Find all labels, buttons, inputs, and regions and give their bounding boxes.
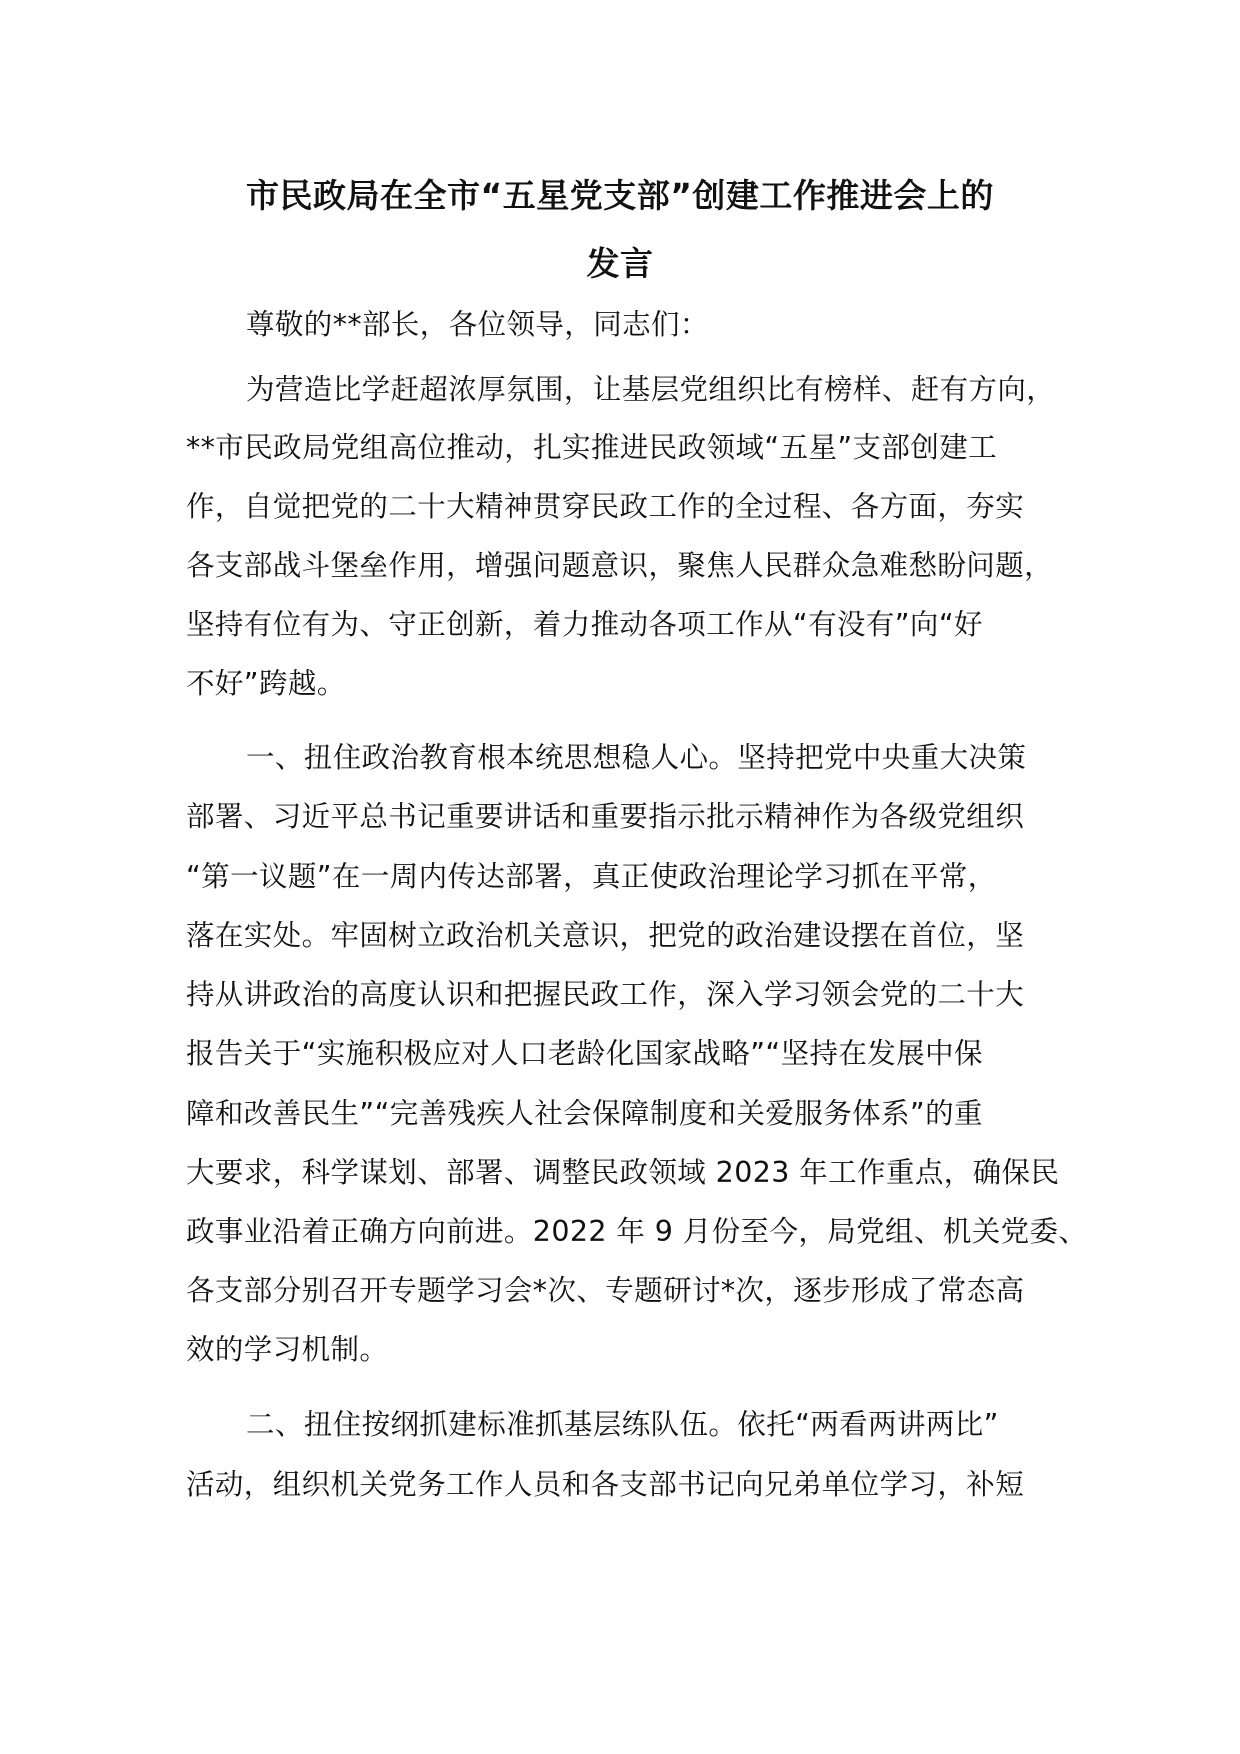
paragraph-line: 报告关于“实施积极应对人口老龄化国家战略”“坚持在发展中保 [186, 1037, 983, 1070]
paragraph-line: 持从讲政治的高度认识和把握民政工作，深入学习领会党的二十大 [186, 978, 1025, 1011]
paragraph-line: 为营造比学赶超浓厚氛围，让基层党组织比有榜样、赶有方向， [246, 373, 1056, 406]
salutation-line: 尊敬的**部长，各位领导，同志们： [246, 308, 709, 341]
paragraph-line: “第一议题”在一周内传达部署，真正使政治理论学习抓在平常， [186, 860, 997, 893]
document-title-line-1: 市民政局在全市“五星党支部”创建工作推进会上的 [246, 176, 994, 215]
paragraph-line: 部署、习近平总书记重要讲话和重要指示批示精神作为各级党组织 [186, 800, 1025, 833]
paragraph-line: 大要求，科学谋划、部署、调整民政领域 2023 年工作重点，确保民 [186, 1156, 1060, 1189]
paragraph-line: 落在实处。牢固树立政治机关意识，把党的政治建设摆在首位，坚 [186, 919, 1025, 952]
paragraph-line: 效的学习机制。 [186, 1333, 389, 1366]
section-heading-line: 一、扭住政治教育根本统思想稳人心。坚持把党中央重大决策 [246, 741, 1027, 774]
paragraph-line: 活动，组织机关党务工作人员和各支部书记向兄弟单位学习，补短 [186, 1468, 1025, 1501]
paragraph-line: 障和改善民生”“完善残疾人社会保障制度和关爱服务体系”的重 [186, 1097, 983, 1130]
document-title-line-2: 发言 [586, 244, 654, 283]
paragraph-line: **市民政局党组高位推动，扎实推进民政领域“五星”支部创建工 [186, 431, 998, 464]
paragraph-line: 作，自觉把党的二十大精神贯穿民政工作的全过程、各方面，夯实 [186, 490, 1025, 523]
section-heading-line: 二、扭住按纲抓建标准抓基层练队伍。依托“两看两讲两比” [246, 1408, 999, 1441]
paragraph-line: 坚持有位有为、守正创新，着力推动各项工作从“有没有”向“好 [186, 608, 983, 641]
paragraph-line: 政事业沿着正确方向前进。2022 年 9 月份至今，局党组、机关党委、 [186, 1215, 1088, 1248]
paragraph-line: 各支部战斗堡垒作用，增强问题意识，聚焦人民群众急难愁盼问题， [186, 549, 1054, 582]
paragraph-line: 不好”跨越。 [186, 667, 346, 700]
paragraph-line: 各支部分别召开专题学习会*次、专题研讨*次，逐步形成了常态高 [186, 1274, 1025, 1307]
